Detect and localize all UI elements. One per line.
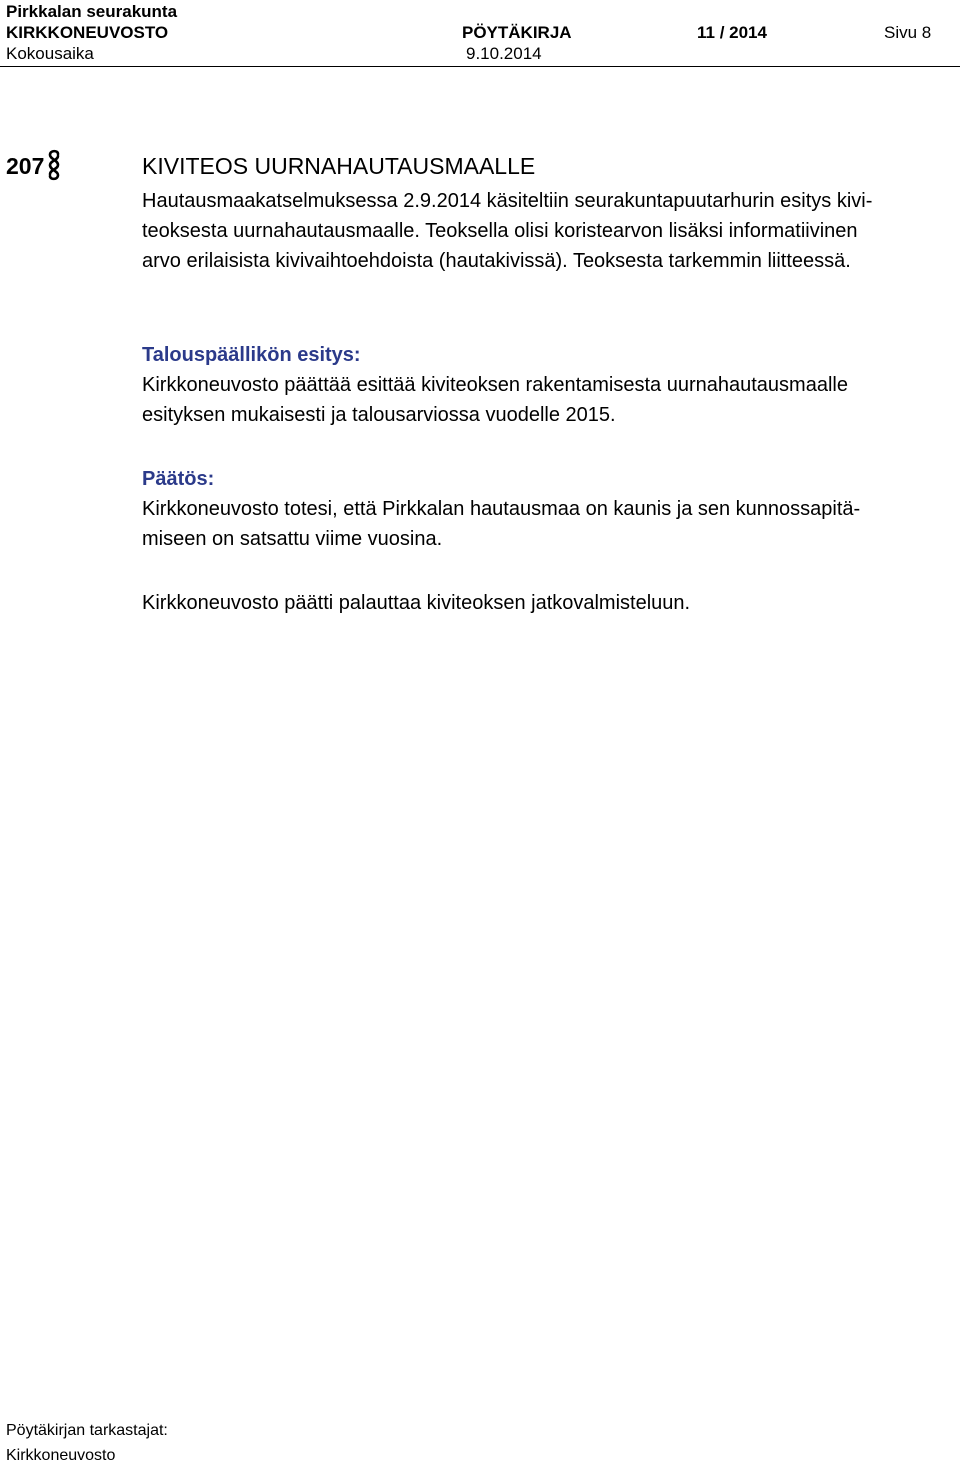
proposal-paragraph: [142, 340, 932, 430]
decision-line: Kirkkoneuvosto totesi, että Pirkkalan hautausmaa on kaunis ja sen kunnossapitä-: [142, 498, 861, 520]
section-sign-icon: [46, 148, 62, 182]
intro-paragraph: [142, 186, 932, 276]
document-type: PÖYTÄKIRJA: [462, 23, 572, 42]
footer-body-name: Kirkkoneuvosto: [6, 1447, 116, 1464]
section-number: 207: [6, 153, 45, 179]
section-title: KIVITEOS UURNAHAUTAUSMAALLE: [142, 153, 536, 179]
intro-line: teoksesta uurnahautausmaalle. Teoksella olisi koristearvon lisäksi informatiivinen: [142, 220, 858, 242]
meeting-number: 11 / 2014: [697, 23, 767, 42]
proposal-line: Kirkkoneuvosto päättää esittää kiviteoksen rakentamisesta uurnahautausmaalle: [142, 374, 848, 396]
header-divider: [0, 66, 960, 67]
body-name: KIRKKONEUVOSTO: [6, 23, 169, 42]
organization-name: Pirkkalan seurakunta: [6, 2, 178, 21]
decision-heading: Päätös:: [142, 468, 215, 490]
decision-line: miseen on satsattu viime vuosina.: [142, 528, 443, 550]
page-number: Sivu 8: [884, 23, 932, 42]
meeting-time-label: Kokousaika: [6, 44, 94, 63]
proposal-heading: Talouspäällikön esitys:: [142, 344, 361, 366]
final-decision-line: Kirkkoneuvosto päätti palauttaa kiviteoksen jatkovalmisteluun.: [142, 592, 691, 614]
proposal-line: esityksen mukaisesti ja talousarviossa vuodelle 2015.: [142, 404, 616, 426]
meeting-date: 9.10.2014: [466, 44, 542, 63]
final-decision-paragraph: [142, 588, 932, 618]
decision-paragraph: [142, 464, 932, 554]
intro-line: arvo erilaisista kivivaihtoehdoista (hautakivissä). Teoksesta tarkemmin liitteessä.: [142, 250, 851, 272]
intro-line: Hautausmaakatselmuksessa 2.9.2014 käsiteltiin seurakuntapuutarhurin esitys kivi-: [142, 190, 873, 212]
verifiers-label: Pöytäkirjan tarkastajat:: [6, 1422, 168, 1439]
